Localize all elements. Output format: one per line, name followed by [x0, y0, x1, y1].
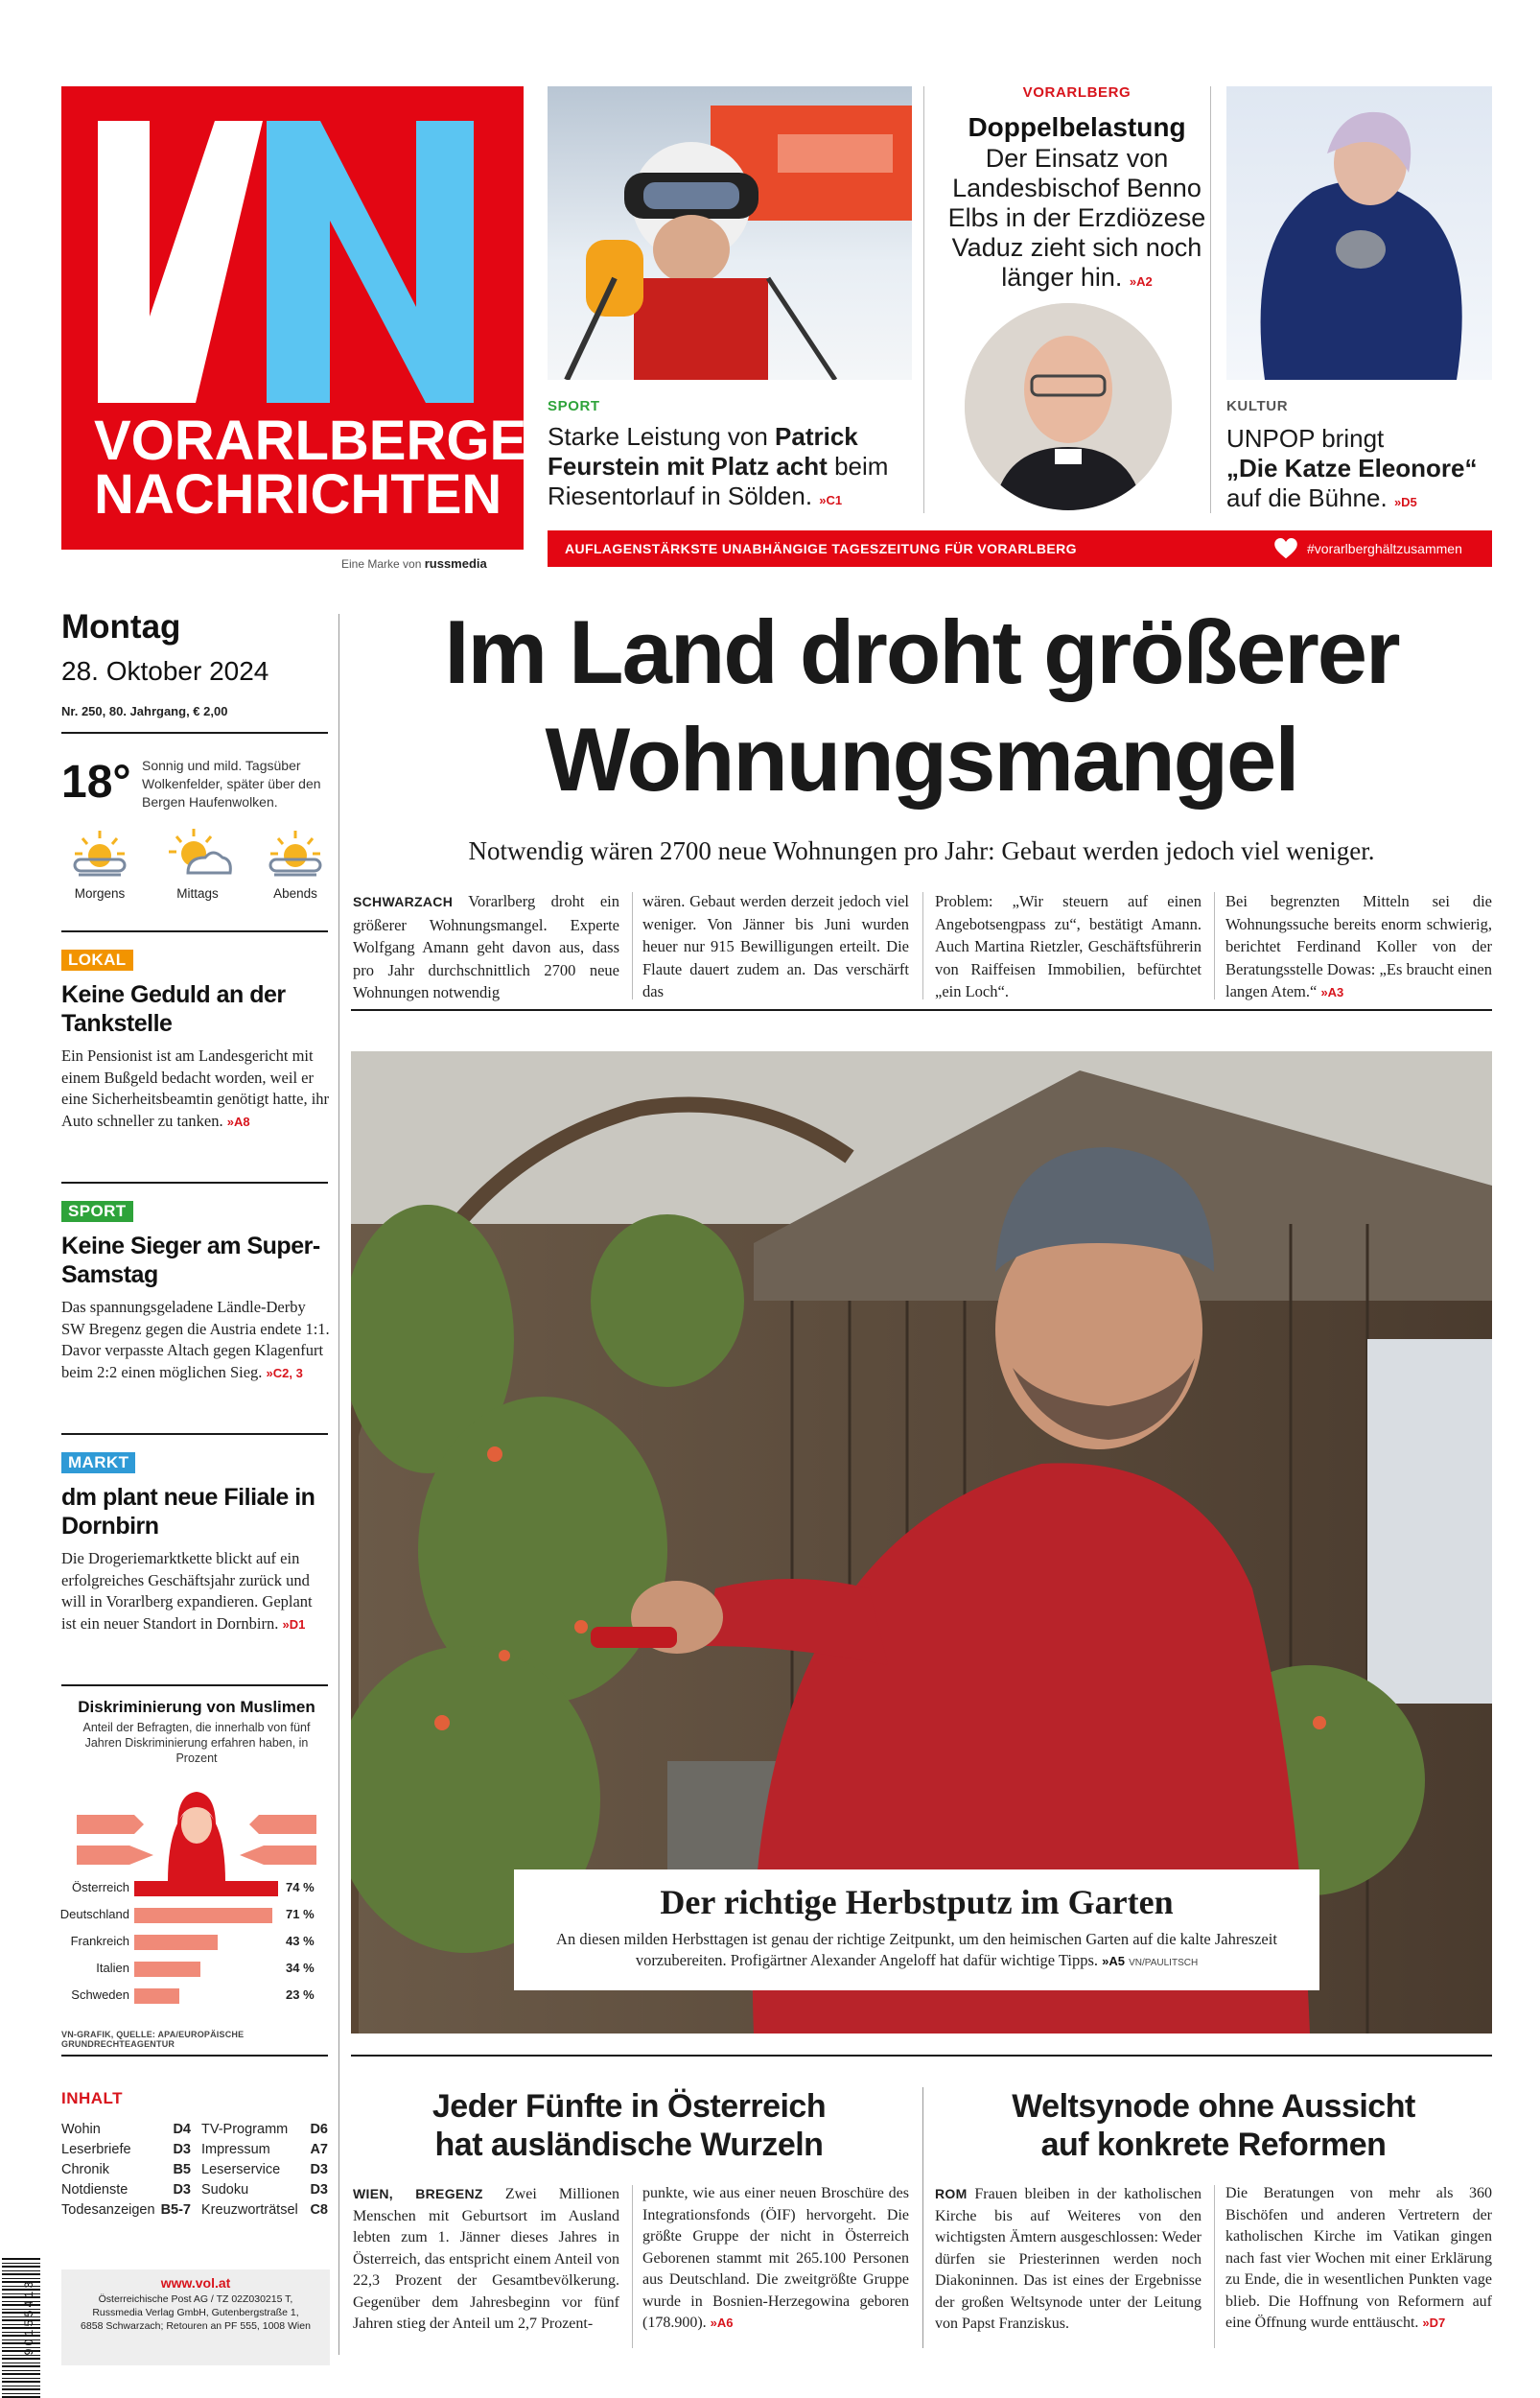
bar-track	[134, 1988, 288, 2004]
teaser-sport-text-before: Starke Leistung von	[548, 422, 768, 451]
weather-text: Sonnig und mild. Tagsüber Wolkenfelder, später über den Bergen Haufenwolken.	[142, 758, 321, 810]
inhalt-label: Impressum	[201, 2142, 270, 2157]
bishop-portrait-illustration	[965, 303, 1172, 510]
bar-value-label: 43 %	[286, 1934, 315, 1948]
lead-col-divider	[1214, 892, 1215, 999]
footer-imprint	[61, 2269, 330, 2365]
bar-value-label: 71 %	[286, 1907, 315, 1921]
sidebar-story-markt[interactable]	[61, 1452, 330, 1635]
story-left-headline[interactable]	[351, 2087, 907, 2164]
sidebar-story-sport-body	[61, 1297, 330, 1384]
weather-temperature: 18°	[61, 757, 131, 808]
story-left-ref[interactable]: »A6	[710, 2316, 734, 2330]
inhalt-row[interactable]	[61, 2140, 191, 2160]
inhalt-row[interactable]	[201, 2140, 328, 2160]
bar	[134, 1935, 218, 1950]
story-left-col-1	[353, 2183, 619, 2336]
teaser-kultur-line3-wrap	[1226, 483, 1500, 517]
teaser-kultur-ref[interactable]: »D5	[1393, 495, 1417, 509]
teaser-sport-ref[interactable]: »C1	[819, 493, 843, 507]
sidebar-rule-4	[61, 2055, 328, 2057]
sidebar-story-lokal-ref[interactable]: »A8	[226, 1114, 250, 1129]
bar	[134, 1962, 200, 1977]
barcode-number: 9 0 1 5 5 4 1 3	[22, 2281, 35, 2356]
inhalt-row[interactable]	[61, 2180, 191, 2200]
teaser-sport-text-after: beim Riesentorlauf in Sölden.	[548, 452, 889, 510]
teaser-vorarlberg-kicker: VORARLBERG	[1022, 84, 1132, 101]
inhalt-label: Wohin	[61, 2122, 101, 2137]
inhalt-label: Notdienste	[61, 2182, 128, 2198]
inhalt-label: TV-Programm	[201, 2122, 289, 2137]
teaser-photo-skier[interactable]	[548, 86, 912, 380]
inhalt-page: D6	[310, 2122, 328, 2137]
teaser-vorarlberg-body[interactable]	[942, 144, 1212, 296]
bar-category-label: Schweden	[71, 1987, 129, 2002]
lead-col-4-text: Bei begrenzten Mitteln sei die Wohnungssuche bereits enorm schwierig, berichtet Ferdinand Koller von der Beratungsstelle Dowas: „Es braucht einen langen Atem.“	[1225, 892, 1492, 1000]
inhalt-row[interactable]	[201, 2200, 328, 2221]
teaser-vorarlberg-text: Der Einsatz von Landesbischof Benno Elbs in der Erzdiözese Vaduz zieht sich noch länger hin.	[947, 144, 1206, 292]
sidebar-story-markt-body	[61, 1548, 330, 1635]
story-left-headline-line1: Jeder Fünfte in Österreich	[432, 2088, 827, 2125]
lead-col-3: Problem: „Wir steuern auf einen Angebotsengpass zu“, bestätigt Amann. Auch Martina Rietzler, Geschäftsführerin von Raiffeisen Immobilien, befürchtet „ein Loch“.	[935, 892, 1202, 1000]
sun-cloud-icon	[61, 827, 138, 877]
weather-morning	[61, 827, 138, 901]
bar-value-label: 23 %	[286, 1987, 315, 2002]
inhalt-label: Leserbriefe	[61, 2142, 131, 2157]
inhalt-page: C8	[310, 2202, 328, 2218]
teaser-kultur-line1: UNPOP bringt	[1226, 424, 1385, 453]
story-divider	[922, 2087, 923, 2348]
photo-rule	[351, 2055, 1492, 2057]
brand-prefix: Eine Marke von	[341, 557, 422, 571]
bar-value-label: 74 %	[286, 1880, 315, 1894]
inhalt-page: D3	[310, 2182, 328, 2198]
teaser-kultur-line2: „Die Katze Eleonore“	[1226, 454, 1478, 482]
sidebar-story-sport[interactable]	[61, 1201, 330, 1384]
teaser-vorarlberg-headline[interactable]: Doppelbelastung	[968, 112, 1186, 142]
photo-caption-text: An diesen milden Herbsttagen ist genau der richtige Zeitpunkt, um den heimischen Garten auf die kalte Jahreszeit vorzubereiten. Profigärtner Alexander Angeloff hat dafür wichtige Tipps.	[556, 1930, 1277, 1969]
date-weekday: Montag	[61, 608, 181, 646]
bar-row	[58, 1932, 326, 1953]
lead-col-2: wären. Gebaut werden derzeit jedoch viel weniger. Von Jänner bis Juni wurden heuer nur 915 Bewilligungen erteilt. Die Flaute dauert zudem an. Das verschärft das	[642, 892, 909, 1000]
sidebar-story-sport-headline: Keine Sieger am Super-Samstag	[61, 1233, 320, 1288]
bar-track	[134, 1962, 288, 1977]
sidebar-story-markt-text: Die Drogeriemarktkette blickt auf ein erfolgreiches Geschäftsjahr zurück und will in Vorarlberg expandieren. Geplant ist ein neuer Standort in Dornbirn.	[61, 1549, 313, 1633]
infographic-bars	[58, 1878, 336, 2012]
inhalt-page: A7	[310, 2142, 328, 2157]
inhalt-row[interactable]	[61, 2160, 191, 2180]
bar-row	[58, 1986, 326, 2007]
inhalt-list-left	[61, 2120, 191, 2221]
inhalt-title: INHALT	[61, 2089, 124, 2107]
inhalt-page: D3	[173, 2142, 191, 2157]
infographic-title: Diskriminierung von Muslimen	[78, 1698, 315, 1716]
sidebar-divider	[338, 614, 339, 2355]
story-right-col-2-text: Die Beratungen von mehr als 360 Bischöfen und anderen Vertretern der katholischen Kirche im Vatikan gingen nach fast vier Wochen mit einer Erklärung zu Ende, die in wesentlichen Punkten vage blieb. Die Hoffnung von Reformern auf eine Öffnung wurde enttäuscht.	[1225, 2185, 1492, 2331]
inhalt-label: Chronik	[61, 2162, 109, 2177]
badge-sport: SPORT	[61, 1201, 133, 1222]
story-right-col-1-text: Frauen bleiben in der katholischen Kirche bis auf Weiteres von den wichtigsten Ämtern ausgeschlossen: Weder dürfen sie Priesterinnen werden noch Diakoninnen. Das ist eines der Ergebnisse der großen Weltsynode unter der Leitung von Papst Franziskus.	[935, 2186, 1202, 2332]
teaser-kultur-kicker: KULTUR	[1226, 398, 1289, 414]
lead-rule	[351, 1009, 1492, 1011]
teaser-kultur-line3: auf die Bühne.	[1226, 483, 1388, 512]
bar-category-label: Italien	[96, 1961, 129, 1975]
inhalt-label: Todesanzeigen	[61, 2202, 155, 2218]
teaser-sport-text[interactable]	[548, 422, 917, 515]
footer-line: Österreichische Post AG / TZ 02Z030215 T,	[98, 2293, 293, 2305]
heart-icon	[1271, 538, 1301, 559]
performer-illustration	[1226, 86, 1492, 380]
story-right-col-1	[935, 2183, 1202, 2336]
sidebar-story-sport-ref[interactable]: »C2, 3	[266, 1365, 303, 1380]
footer-line: Russmedia Verlag GmbH, Gutenbergstraße 1,	[92, 2307, 299, 2318]
main-photo[interactable]	[351, 1051, 1492, 2034]
inhalt-row[interactable]	[201, 2180, 328, 2200]
story-right-dateline: ROM	[935, 2186, 968, 2201]
brand-line	[341, 556, 487, 571]
sidebar-rule-3	[61, 1684, 328, 1686]
lead-subhead: Notwendig wären 2700 neue Wohnungen pro Jahr: Gebaut werden jedoch viel weniger.	[468, 836, 1375, 865]
lead-dateline: SCHWARZACH	[353, 894, 454, 909]
issue-text: Nr. 250, 80. Jahrgang, € 2,00	[61, 704, 228, 718]
bar-row	[58, 1905, 326, 1926]
bar-category-label: Deutschland	[59, 1907, 129, 1921]
lead-headline[interactable]	[351, 599, 1492, 813]
lead-col-divider	[922, 892, 923, 999]
inhalt-row[interactable]	[61, 2120, 191, 2140]
lead-headline-line2: Wohnungsmangel	[545, 709, 1298, 810]
masthead-name-line1: VORARLBERGER	[94, 410, 568, 472]
photo-caption-body	[514, 1921, 1319, 1974]
bar-value-label: 34 %	[286, 1961, 315, 1975]
lead-col-divider	[632, 892, 633, 999]
sidebar-story-lokal-text: Ein Pensionist ist am Landesgericht mit einem Bußgeld bedacht worden, weil er eine Sicherheitsbeamtin genötigt hatte, ihr Auto schneller zu tanken.	[61, 1046, 330, 1130]
lead-col-4	[1225, 890, 1492, 1004]
bar-track	[134, 1935, 288, 1950]
bar-category-label: Frankreich	[70, 1934, 129, 1948]
badge-lokal: LOKAL	[61, 950, 133, 971]
inhalt-label: Sudoku	[201, 2182, 249, 2198]
sidebar-story-lokal-body	[61, 1046, 330, 1133]
inhalt-page: B5-7	[160, 2202, 191, 2218]
weather-morning-label: Morgens	[74, 886, 126, 901]
date-rule	[61, 732, 328, 734]
teaser-sport-kicker: SPORT	[548, 398, 600, 414]
date-text: 28. Oktober 2024	[61, 656, 269, 686]
masthead-logo[interactable]	[61, 86, 568, 550]
inhalt-label: Kreuzworträtsel	[201, 2202, 298, 2218]
vn-logo-mark	[61, 86, 524, 412]
teaser-divider-2	[1210, 86, 1211, 513]
story-left-col-2-text: punkte, wie aus einer neuen Broschüre des Integrationsfonds (ÖIF) hervorgeht. Die größte Gruppe der nicht in Österreich Geborenen stammt mit 265.100 Personen aus Deutschland. Die zweitgrößte Gruppe wurde in Bosnien-Herzegowina geboren (178.900).	[642, 2185, 909, 2331]
story-left-dateline: WIEN, BREGENZ	[353, 2186, 483, 2201]
weather-icons	[61, 827, 335, 913]
weather-rule	[61, 930, 328, 932]
sun-cloud-icon	[159, 827, 236, 877]
photo-caption-box	[514, 1869, 1319, 1990]
lead-ref[interactable]: »A3	[1320, 985, 1344, 999]
inhalt-row[interactable]	[201, 2160, 328, 2180]
photo-caption-ref[interactable]: »A5	[1102, 1954, 1125, 1968]
story-right-col-2	[1225, 2183, 1492, 2335]
lead-col-1-text: Vorarlberg droht ein größerer Wohnungsmangel. Experte Wolfgang Amann geht davon aus, dass pro Jahr durchschnittlich 2700 neue Wohnungen notwendig	[353, 892, 619, 1001]
inhalt-row[interactable]	[201, 2120, 328, 2140]
weather-noon	[159, 827, 236, 901]
story-right-headline-line1: Weltsynode ohne Aussicht	[1012, 2088, 1415, 2125]
footer-line: 6858 Schwarzach; Retouren an PF 555, 1008 Wien	[81, 2320, 311, 2332]
lead-headline-line1: Im Land droht größerer	[444, 601, 1399, 702]
photo-credit: VN/PAULITSCH	[1129, 1958, 1199, 1968]
sidebar-story-markt-headline: dm plant neue Filiale in Dornbirn	[61, 1484, 315, 1540]
teaser-kultur-text[interactable]	[1226, 424, 1500, 517]
footer-website[interactable]: www.vol.at	[160, 2275, 231, 2291]
inhalt-page: D3	[173, 2182, 191, 2198]
teaser-divider-1	[923, 86, 924, 513]
bar	[134, 1988, 179, 2004]
badge-markt: MARKT	[61, 1452, 135, 1473]
bar-track	[134, 1881, 288, 1896]
story-left-col-1-text: Zwei Millionen Menschen mit Geburtsort im Ausland lebten zum 1. Jänner dieses Jahres in Österreich, das entspricht einem Anteil von 22,3 Prozent der Gesamtbevölkerung. Gegenüber dem Jahresbeginn vor fünf Jahren stieg der Anteil um 2,7 Prozent-	[353, 2186, 619, 2332]
sidebar-story-sport-text: Das spannungsgeladene Ländle-Derby SW Bregenz gegen die Austria endete 1:1. Davor verpasste Altach gegen Klagenfurt beim 2:2 einen möglichen Sieg.	[61, 1298, 330, 1381]
sun-cloud-icon	[257, 827, 334, 877]
bar-row	[58, 1959, 326, 1980]
teaser-photo-kultur[interactable]	[1226, 86, 1492, 380]
brand-name: russmedia	[424, 556, 487, 571]
teaser-photo-bishop[interactable]	[965, 303, 1172, 510]
infographic-illustration	[77, 1786, 316, 1882]
teaser-vorarlberg-ref[interactable]: »A2	[1129, 274, 1153, 289]
sidebar-story-markt-ref[interactable]: »D1	[282, 1616, 306, 1632]
inhalt-page: D4	[173, 2122, 191, 2137]
infographic-subtitle: Anteil der Befragten, die innerhalb von fünf Jahren Diskriminierung erfahren haben, in Prozent	[82, 1721, 311, 1765]
weather-evening	[257, 827, 334, 901]
bar-category-label: Österreich	[72, 1880, 129, 1894]
bar-track	[134, 1908, 288, 1923]
bar	[134, 1908, 272, 1923]
teaser-sport-text-bold: Patrick Feurstein mit Platz acht	[548, 422, 858, 481]
tagline-bar	[548, 530, 1492, 567]
bar-row	[58, 1878, 326, 1899]
inhalt-page: B5	[173, 2162, 191, 2177]
inhalt-list-right	[201, 2120, 328, 2221]
story-left-headline-line2: hat ausländische Wurzeln	[434, 2127, 824, 2163]
sidebar-story-lokal-headline: Keine Geduld an der Tankstelle	[61, 981, 286, 1037]
story-left-col-2	[642, 2183, 909, 2335]
story-right-headline-line2: auf konkrete Reformen	[1040, 2127, 1387, 2163]
weather-evening-label: Abends	[273, 886, 317, 901]
tagline-text: AUFLAGENSTÄRKSTE UNABHÄNGIGE TAGESZEITUNG FÜR VORARLBERG	[565, 541, 1077, 556]
infographic	[58, 1698, 336, 2053]
weather-noon-label: Mittags	[176, 886, 219, 901]
inhalt-label: Leserservice	[201, 2162, 281, 2177]
photo-caption-title: Der richtige Herbstputz im Garten	[660, 1883, 1174, 1921]
story-col-divider	[632, 2185, 633, 2348]
lead-col-1	[353, 890, 619, 1004]
sidebar-story-lokal[interactable]	[61, 950, 330, 1133]
bar	[134, 1881, 278, 1896]
inhalt-row[interactable]	[61, 2200, 191, 2221]
sidebar-rule-2	[61, 1433, 328, 1435]
story-right-ref[interactable]: »D7	[1422, 2316, 1446, 2330]
infographic-source: VN-GRAFIK, QUELLE: APA/EUROPÄISCHE GRUNDRECHTEAGENTUR	[61, 2030, 245, 2049]
sidebar-rule-1	[61, 1182, 328, 1184]
hashtag-text[interactable]: #vorarlberghältzusammen	[1307, 541, 1462, 556]
story-right-headline[interactable]	[935, 2087, 1492, 2164]
skier-illustration	[548, 86, 912, 380]
story-col-divider	[1214, 2185, 1215, 2348]
inhalt-page: D3	[310, 2162, 328, 2177]
masthead-name-line2: NACHRICHTEN	[94, 463, 502, 526]
